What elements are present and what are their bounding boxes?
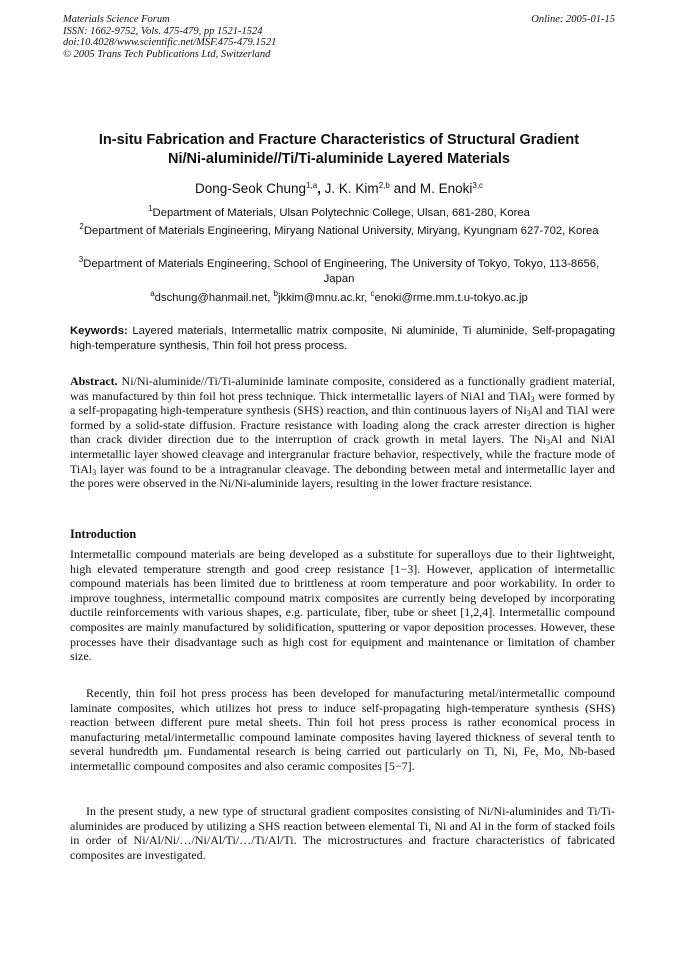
journal-name: Materials Science Forum — [63, 14, 170, 25]
author-name: J. K. Kim — [324, 181, 379, 196]
abstract-text: layer was found to be a intragranular cleavage. The debonding between metal and intermetallic layer and the pores were observed in the Ni/Ni-aluminide layers, resulting in the lower fracture resistance. — [70, 461, 615, 491]
affiliation-2 — [63, 224, 615, 239]
intro-paragraph-1: Intermetallic compound materials are being developed as a substitute for superalloys due to their lightweight, high elevated temperature strength and good creep resistance [1−3]. However, application of intermetallic compound materials has been limited due to brittleness at room temperature and poor workability. In order to improve toughness, intermetallic compound matrix composites are currently being developed by incorporating ductile reinforcements with various shapes, e.g. particulate, fiber, tube or sheet [1,2,4]. Intermetallic compound composites are mainly manufactured by solidification, sputtering or vapor deposition processes. However, these processes have their disadvantage such as high cost for equipment and maintenance or limitation of chamber size. — [70, 547, 615, 664]
issn-line: ISSN: 1662-9752, Vols. 475-479, pp 1521-1524 — [63, 25, 263, 37]
keywords-text: Layered materials, Intermetallic matrix composite, Ni aluminide, Ti aluminide, Self-propagating high-temperature synthesis, Thin foil hot press process. — [70, 325, 615, 352]
subscript: 3 — [92, 467, 97, 477]
email-mark: a — [150, 289, 155, 298]
affiliation-1 — [63, 206, 615, 221]
affiliation-mark: 2 — [79, 222, 84, 231]
author-name: M. Enoki — [419, 181, 473, 196]
author-separator: and — [389, 181, 420, 196]
email-mark: b — [273, 289, 278, 298]
affiliation-mark: 1 — [148, 204, 153, 213]
author-list — [63, 180, 615, 198]
email-link[interactable]: enoki@rme.mm.t.u-tokyo.ac.jp — [374, 292, 528, 304]
subscript: 3 — [546, 438, 551, 448]
abstract-text: Al and NiAl intermetallic layer showed cleavage and intergranular fracture behavior, respectively, while the fracture mode of TiAl — [70, 432, 616, 476]
author-affiliation-mark: 2,b — [378, 181, 390, 190]
keywords-section — [70, 324, 615, 354]
abstract-text: Al and TiAl were formed by a solid-state diffusion. Fracture resistance with loading along the crack arrester direction is higher than crack divider direction due to the interruption of crack growth in metal layers. The Ni — [70, 403, 615, 447]
affiliation-text: Department of Materials Engineering, Miryang National University, Miryang, Kyungnam 627-702, Korea — [83, 225, 599, 237]
subscript: 3 — [530, 394, 535, 404]
author-affiliation-mark: 1,a — [306, 181, 318, 190]
paper-title — [63, 131, 615, 168]
email-link[interactable]: jkkim@mnu.ac.kr, — [277, 292, 371, 304]
intro-paragraph-2: Recently, thin foil hot press process has been developed for manufacturing metal/intermetallic compound laminate composites, which utilizes hot press to induce self-propagating high-temperature synthesis (SHS) reaction between different pure metal sheets. Thin foil hot press process is rather economical process in manufacturing metal/intermetallic compound laminate composites having layered thickness of several tenth to several hundredth μm. Fundamental research is being carried out particularly on Ti, Ni, Fe, Mo, Nb-based intermetallic compound composites and also ceramic composites [5−7]. — [70, 686, 615, 773]
abstract-label: Abstract. — [70, 374, 118, 388]
copyright-line: © 2005 Trans Tech Publications Ltd, Switzerland — [63, 48, 271, 60]
title-line-1: In-situ Fabrication and Fracture Characteristics of Structural Gradient — [98, 132, 580, 148]
author-affiliation-mark: 3,c — [472, 181, 484, 190]
author-emails — [63, 291, 615, 306]
intro-paragraph-3: In the present study, a new type of structural gradient composites consisting of Ni/Ni-aluminides and Ti/Ti-aluminides are produced by utilizing a SHS reaction between elemental Ti, Ni and Al in the form of stacked foils in order of Ni/Al/Ni/…/Ni/Al/Ti/…/Ti/Al/Ti. The microstructures and fracture characteristics of fabricated composites are investigated. — [70, 804, 615, 862]
email-link[interactable]: dschung@hanmail.net, — [154, 292, 274, 304]
abstract-text: were formed by a self-propagating high-temperature synthesis (SHS) reaction, and thin continuous layers of Ni — [70, 388, 616, 418]
keywords-label: Keywords: — [70, 325, 128, 337]
subscript: 3 — [526, 409, 531, 419]
affiliation-mark: 3 — [78, 255, 84, 264]
online-date: Online: 2005-01-15 — [531, 14, 615, 25]
journal-header — [63, 14, 615, 60]
author-name: Dong-Seok Chung — [194, 181, 307, 196]
affiliation-text: Department of Materials Engineering, School of Engineering, The University of Tokyo, Tokyo, 113-8656, Japan — [83, 258, 600, 285]
author-separator: , — [317, 181, 325, 196]
email-mark: c — [370, 289, 375, 298]
title-line-2: Ni/Ni-aluminide//Ti/Ti-aluminide Layered Materials — [168, 150, 510, 167]
affiliation-3 — [63, 257, 615, 286]
abstract-text: Ni/Ni-aluminide//Ti/Ti-aluminide laminate composite, considered as a functionally gradient material, was manufactured by thin foil hot press technique. Thick intermetallic layers of NiAl and TiAl — [70, 374, 615, 403]
abstract-section — [70, 374, 615, 491]
affiliation-text: Department of Materials, Ulsan Polytechnic College, Ulsan, 681-280, Korea — [152, 207, 530, 219]
section-heading-introduction: Introduction — [70, 527, 137, 541]
doi-line: doi:10.4028/www.scientific.net/MSF.475-479.1521 — [63, 37, 277, 49]
